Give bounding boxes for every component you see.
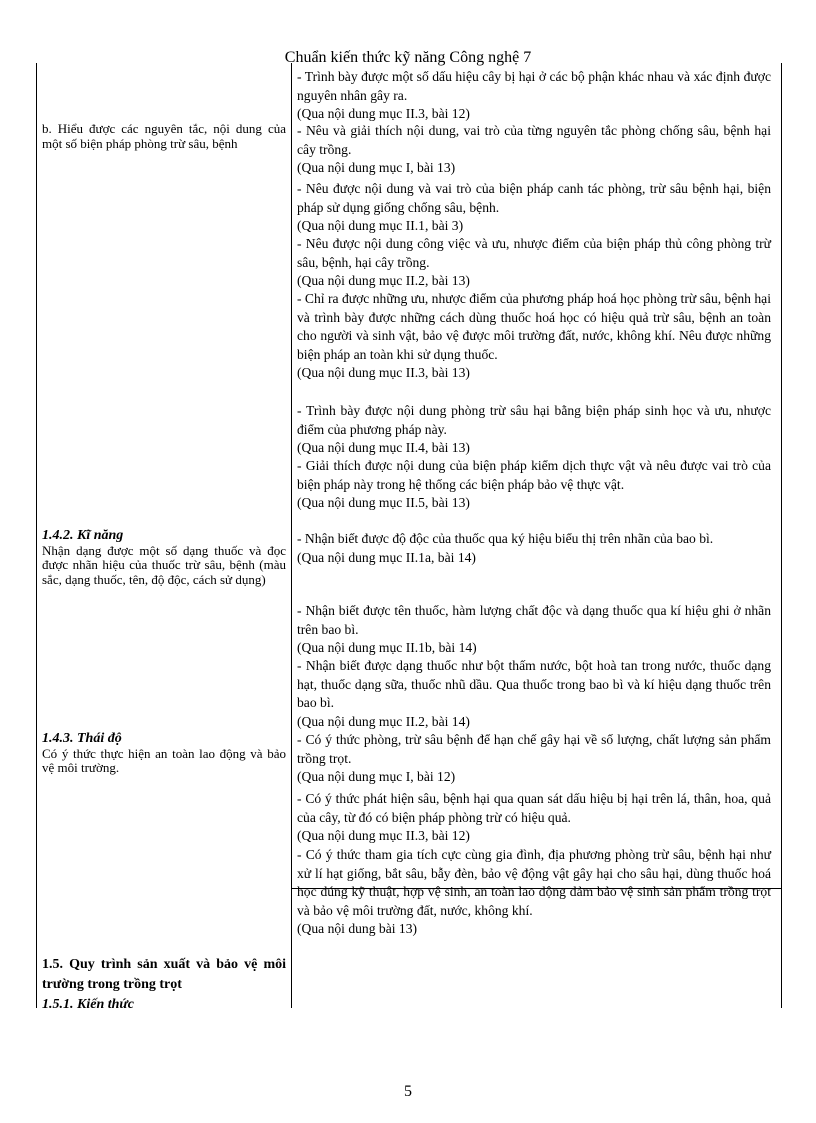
item-text: - Giải thích được nội dung của biện pháp kiểm dịch thực vật và nêu được vai trò của biện pháp này trong hệ thống các biện pháp bảo vệ thực vật. [297,458,771,492]
item-reference: (Qua nội dung mục I, bài 12) [297,769,456,784]
section-1-5 [42,955,286,1015]
section-1-5-title: 1.5. Quy trình sản xuất và bảo vệ môi trường trong trồng trọt [42,957,286,992]
page-number: 5 [404,1083,412,1100]
list-item [297,235,771,291]
content-table [36,63,782,1012]
item-reference: (Qua nội dung mục II.3, bài 12) [297,106,470,121]
skills-section [42,529,286,587]
item-text: - Nêu được nội dung và vai trò của biện pháp canh tác phòng, trừ sâu bệnh hại, biện pháp sử dụng giống chống sâu, bệnh. [297,181,771,215]
item-text: - Có ý thức tham gia tích cực cùng gia đình, địa phương phòng trừ sâu, bệnh hại như xử lí hạt giống, bắt sâu, bẫy đèn, bảo vệ động vật gây hại cho sâu hại, dùng thuốc hoá học đúng kỹ thuật, hợp vệ sinh, an toàn lao động đảm bảo vệ sinh sản phẩm trồng trọt và bảo vệ môi trường đất, nước, không khí. [297,847,771,918]
skills-text: Nhận dạng được một số dạng thuốc và đọc được nhãn hiệu của thuốc trừ sâu, bệnh (màu sắc, dạng thuốc, tên, độ độc, cách sử dụng) [42,542,286,587]
list-item [297,602,771,658]
list-item [297,846,771,939]
item-reference: (Qua nội dung mục II.4, bài 13) [297,440,470,455]
item-reference: (Qua nội dung mục II.2, bài 13) [297,273,470,288]
item-reference: (Qua nội dung mục II.1a, bài 14) [297,549,476,565]
table-left-border [36,63,37,1008]
item-reference: (Qua nội dung mục II.2, bài 14) [297,713,470,729]
item-text: - Nhận biết được độ độc của thuốc qua ký hiệu biểu thị trên nhãn của bao bì. [297,531,714,546]
item-text: - Nhận biết được dạng thuốc như bột thấm nước, bột hoà tan trong nước, thuốc dạng hạt, thuốc dạng sữa, thuốc nhũ dầu. Qua thuốc trong bao bì và kí hiệu dạng thuốc trên bao bì. [297,658,771,710]
attitude-text: Có ý thức thực hiện an toàn lao động và bảo vệ môi trường. [42,745,286,775]
item-text: - Nêu và giải thích nội dung, vai trò của từng nguyên tắc phòng chống sâu, bệnh hại cây trồng. [297,123,771,157]
item-text: - Trình bày được một số dấu hiệu cây bị hại ở các bộ phận khác nhau và xác định được nguyên nhân gây ra. [297,69,771,103]
item-text: - Chỉ ra được những ưu, nhược điểm của phương pháp hoá học phòng trừ sâu, bệnh hại và trình bày được những cách dùng thuốc hoá học có hiệu quả trừ sâu, bệnh an toàn cho người và sinh vật, bảo vệ được môi trường đất, nước, không khí. Nêu được những biện pháp an toàn khi sử dụng thuốc. [297,291,771,362]
list-item [297,290,771,383]
list-item [297,402,771,458]
item-reference: (Qua nội dung bài 13) [297,921,418,936]
list-item [297,122,771,178]
page-header: Chuẩn kiến thức kỹ năng Công nghệ 7 [284,49,532,66]
attitude-section [42,732,286,776]
item-reference: (Qua nội dung mục II.1b, bài 14) [297,640,477,655]
item-reference: (Qua nội dung mục II.3, bài 12) [297,828,470,843]
section-1-5-1-title: 1.5.1. Kiến thức [42,997,135,1012]
item-text: - Nêu được nội dung công việc và ưu, nhược điểm của biện pháp thủ công phòng trừ sâu, bệnh, hại cây trồng. [297,236,771,270]
list-item [297,657,771,731]
section-b-heading: b. Hiểu được các nguyên tắc, nội dung của một số biện pháp phòng trừ sâu, bệnh [42,121,286,151]
list-item [297,530,771,567]
item-reference: (Qua nội dung mục II.1, bài 3) [297,218,464,233]
list-item [297,790,771,846]
skills-title: 1.4.2. Kĩ năng [42,528,124,543]
list-item [297,68,771,124]
item-text: - Nhận biết được tên thuốc, hàm lượng chất độc và dạng thuốc qua kí hiệu ghi ở nhãn trên bao bì. [297,603,771,637]
item-reference: (Qua nội dung mục I, bài 13) [297,160,456,175]
attitude-title: 1.4.3. Thái độ [42,731,122,746]
item-reference: (Qua nội dung mục II.3, bài 13) [297,365,470,380]
table-right-border [781,63,782,1008]
list-item [297,180,771,236]
item-text: - Có ý thức phòng, trừ sâu bệnh để hạn chế gây hại về số lượng, chất lượng sản phẩm trồng trọt. [297,732,771,766]
item-text: - Trình bày được nội dung phòng trừ sâu hại bằng biện pháp sinh học và ưu, nhược điểm của phương pháp này. [297,403,771,437]
item-text: - Có ý thức phát hiện sâu, bệnh hại qua quan sát dấu hiệu bị hại trên lá, thân, hoa, quả của cây, từ đó có biện pháp phòng trừ có hiệu quả. [297,791,771,825]
table-column-divider [291,63,292,1008]
list-item [297,457,771,513]
list-item [297,731,771,787]
item-reference: (Qua nội dung mục II.5, bài 13) [297,495,470,510]
